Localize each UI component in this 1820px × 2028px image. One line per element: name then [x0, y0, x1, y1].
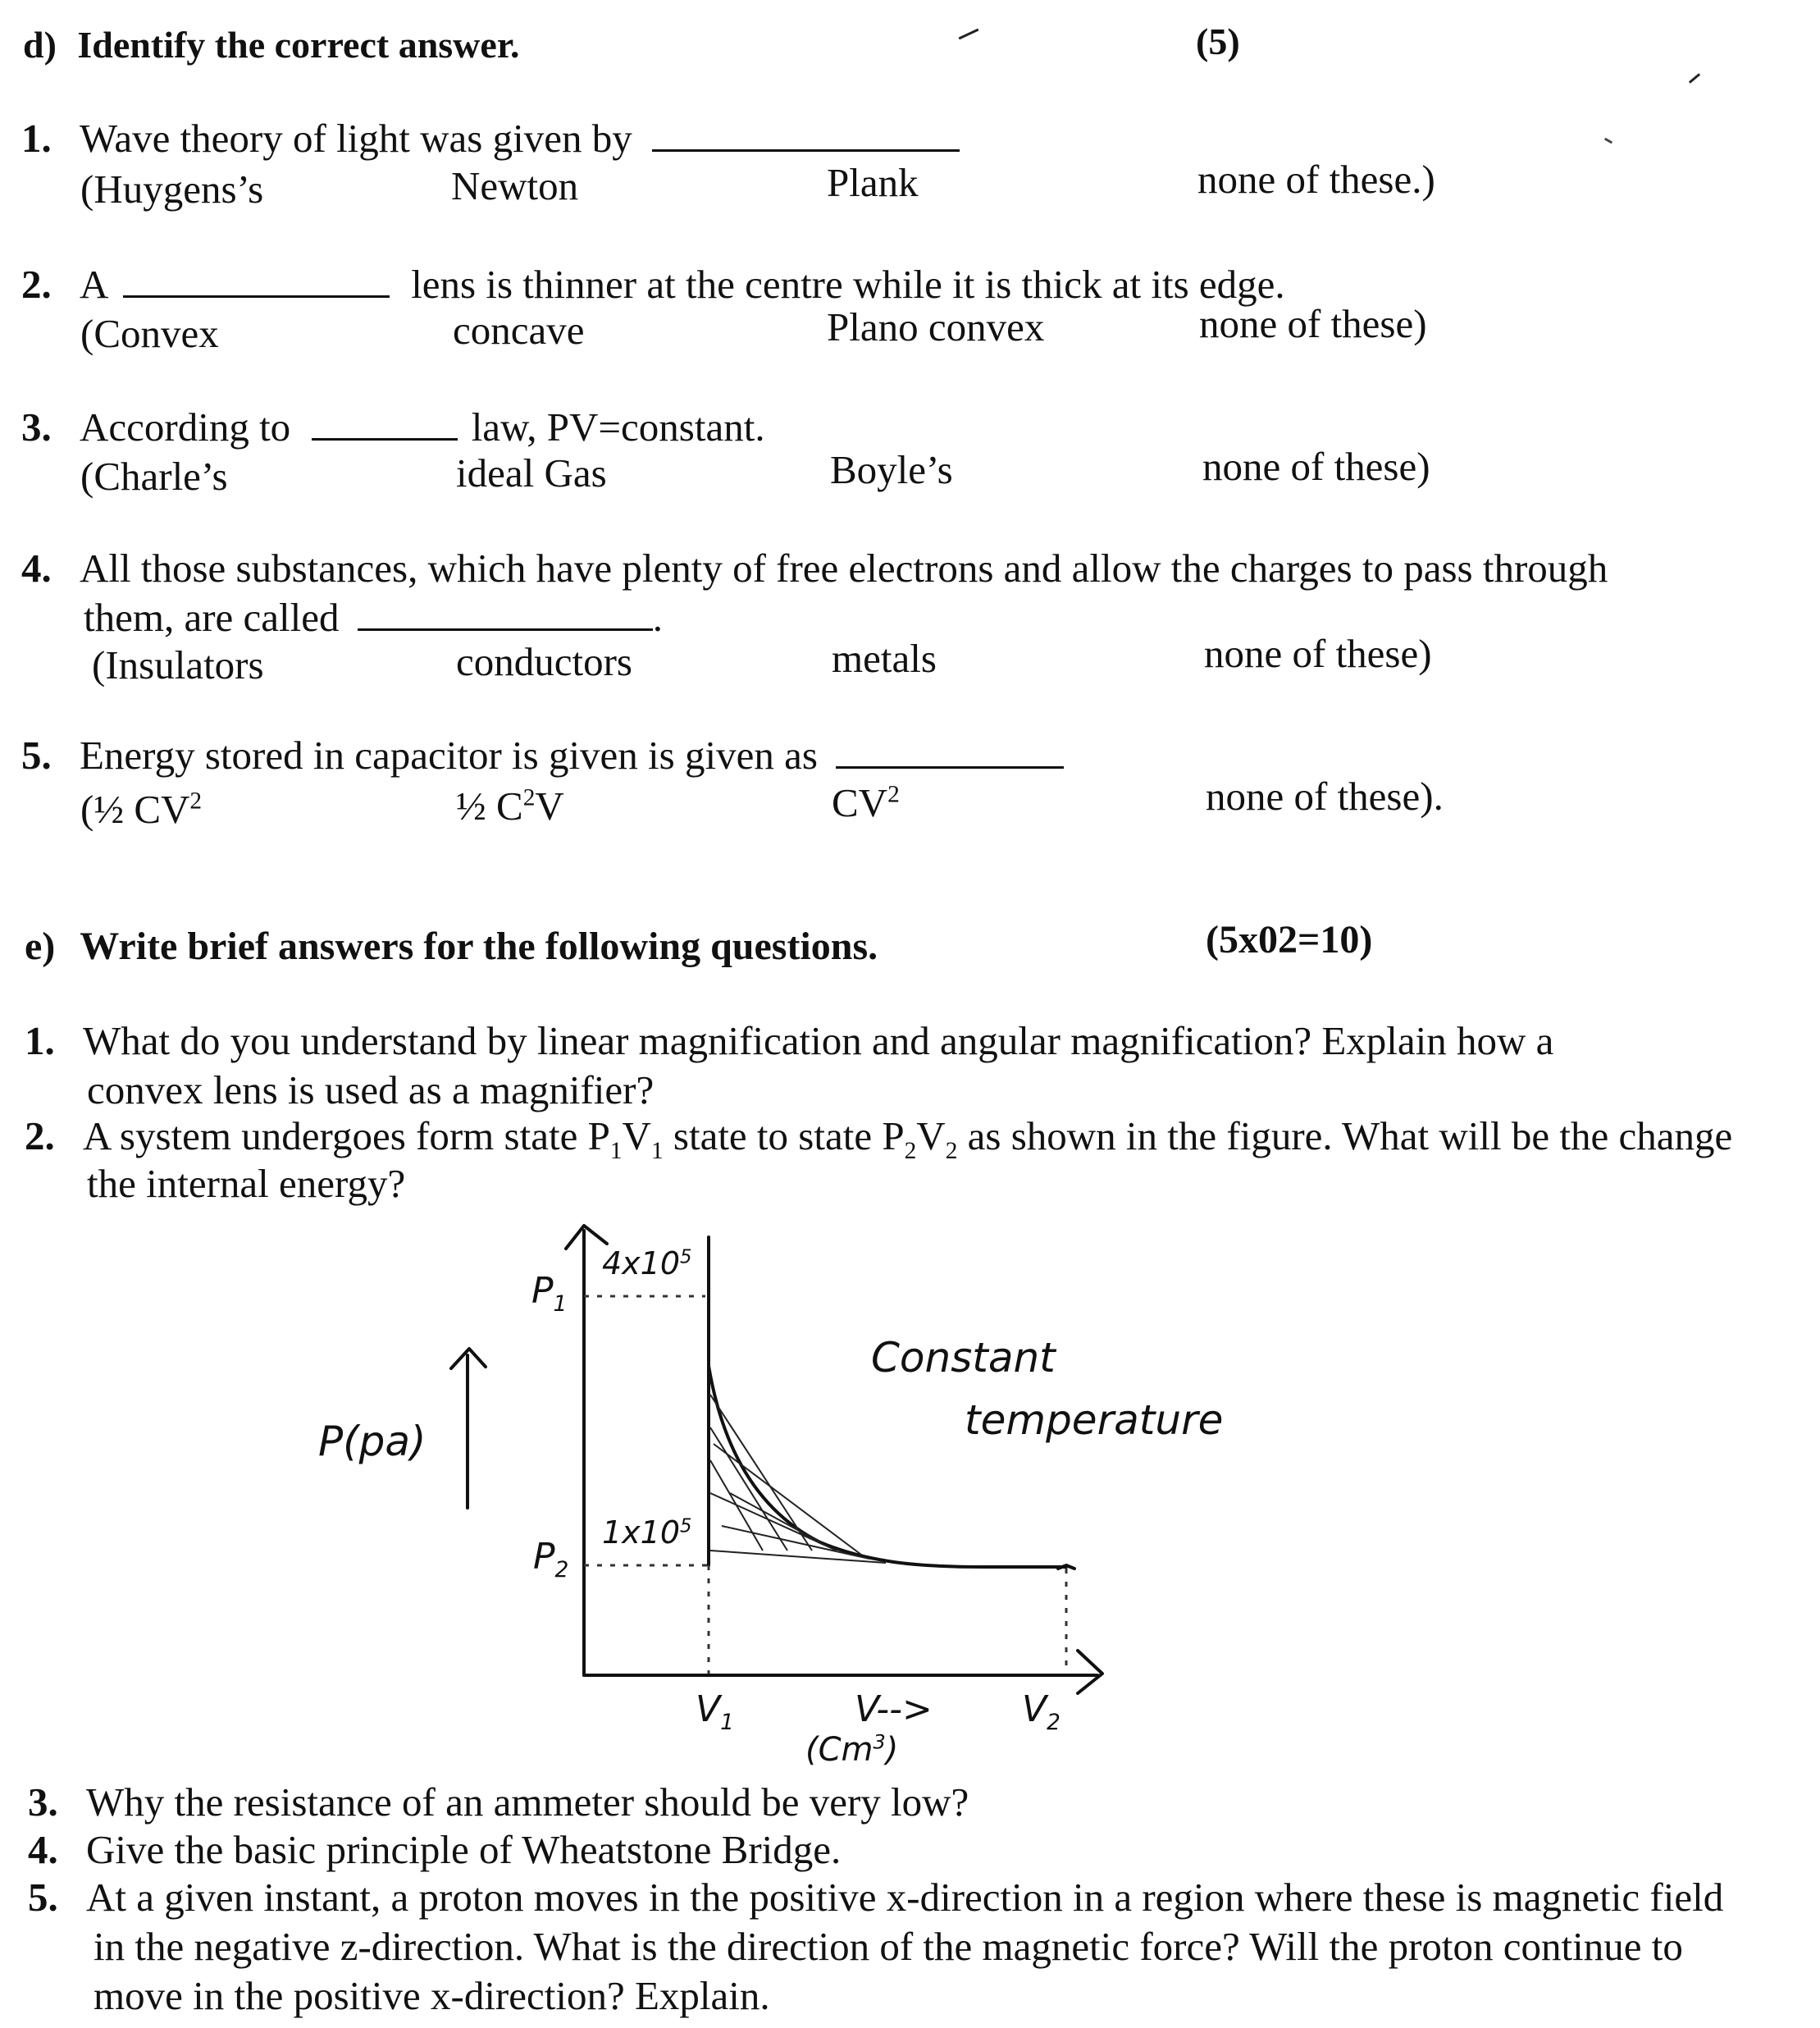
option-a: (Convex [80, 311, 219, 356]
option-d: none of these). [1206, 774, 1444, 819]
p2-label: $P_2$ [533, 1536, 569, 1583]
shade-stroke [714, 1444, 861, 1555]
question-text-post: lens is thinner at the centre while it is thick at its edge. [411, 262, 1285, 307]
x-axis-label: V--> [855, 1688, 933, 1730]
question-e5-line3: move in the positive x-direction? Explain. [94, 1973, 770, 2018]
option-c: Plank [827, 160, 919, 205]
question-number: 4. [21, 546, 52, 591]
question-number: 2. [21, 262, 52, 307]
option-b: concave [453, 308, 585, 353]
section-e-label: e) [25, 925, 56, 968]
option-b: ½ $C^2V$ [456, 783, 564, 829]
question-e5: 5. At a given instant, a proton moves in the positive x-direction in a region where these is magnetic field [28, 1875, 1724, 1920]
option-d: none of these.) [1197, 157, 1435, 202]
option-a: (Huygens’s [80, 167, 264, 212]
option-c: Plano convex [827, 304, 1045, 349]
option-c: $CV^2$ [832, 780, 900, 825]
section-e-title: Write brief answers for the following questions. [80, 925, 878, 968]
x-axis-arrowhead [1078, 1651, 1102, 1693]
question-number: 3. [21, 404, 52, 450]
question-text-line1: All those substances, which have plenty of free electrons and allow the charges to pass through [80, 546, 1608, 591]
question-text: Wave theory of light was given by [80, 116, 632, 161]
option-a: (Insulators [92, 642, 264, 687]
question-text-pre: A [80, 262, 107, 307]
option-b: conductors [456, 639, 632, 684]
question-e1: 1. What do you understand by linear magnification and angular magnification? Explain how a [25, 1018, 1554, 1063]
question-e4: 4. Give the basic principle of Wheatstone Bridge. [28, 1827, 842, 1872]
section-e-marks: (5x02=10) [1206, 918, 1373, 961]
y-axis-label: P(pa) [318, 1418, 426, 1465]
question-e2-line2: the internal energy? [87, 1161, 406, 1206]
option-a: (Charle’s [80, 454, 228, 499]
option-d: none of these) [1199, 301, 1427, 346]
option-b: ideal Gas [456, 450, 607, 496]
section-d-label: d) [23, 24, 57, 66]
question-text-pre: them, are called [84, 595, 340, 640]
annotation-constant: Constant [871, 1334, 1056, 1382]
annotation-temperature: temperature [965, 1396, 1224, 1444]
option-b: Newton [451, 163, 579, 208]
question-e5-line2: in the negative z-direction. What is the direction of the magnetic force? Will the proton continue to [94, 1924, 1683, 1969]
option-d: none of these) [1204, 631, 1432, 676]
y-axis-arrowhead [566, 1226, 607, 1249]
section-d-marks: (5) [1196, 21, 1240, 62]
question-text-pre: According to [80, 404, 291, 450]
question-text: Energy stored in capacitor is given is given as [80, 733, 818, 778]
question-e3: 3. Why the resistance of an ammeter should be very low? [28, 1779, 969, 1825]
question-text-post: . [652, 595, 664, 640]
v1-label: $V_1$ [696, 1688, 734, 1735]
v2-label: $V_2$ [1022, 1688, 1061, 1735]
p2-value: $1x10^5$ [602, 1514, 692, 1551]
question-number: 5. [21, 733, 52, 778]
question-e2: 2. A system undergoes form state $P_1V_1$ state to state $P_2V_2$ as shown in the figure. What will be the change [25, 1113, 1733, 1164]
x-axis-unit: (Cm$^3$) [805, 1730, 899, 1769]
question-number: 1. [21, 116, 52, 161]
option-c: Boyle’s [830, 447, 953, 492]
p1-value: $4x10^5$ [602, 1245, 692, 1281]
option-a: (½ $CV^2$ [80, 787, 203, 832]
question-text-post: law, PV=constant. [471, 404, 765, 450]
question-e1-line2: convex lens is used as a magnifier? [87, 1067, 655, 1112]
option-c: metals [832, 636, 937, 681]
p1-label: $P_1$ [531, 1270, 568, 1317]
option-d: none of these) [1202, 444, 1430, 489]
section-d-title: Identify the correct answer. [77, 24, 520, 66]
shade-stroke [722, 1526, 869, 1559]
